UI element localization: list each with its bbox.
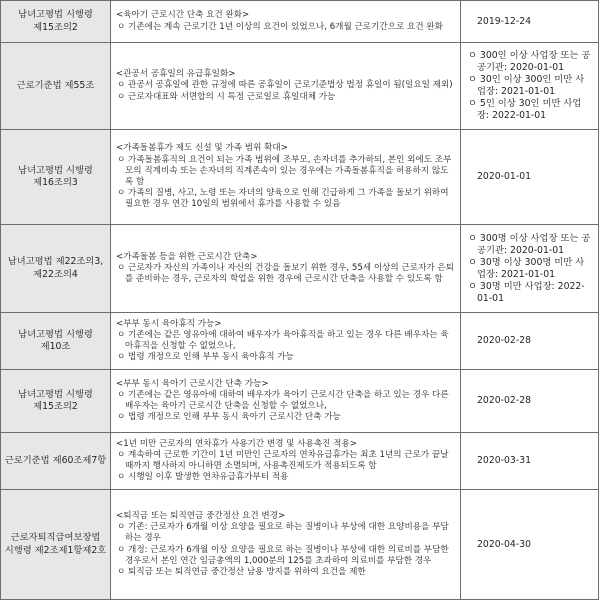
description-item: ㅇ 법령 개정으로 인해 부부 동시 육아휴직 가능 — [117, 352, 294, 363]
description-item: ㅇ 근로자가 자신의 가족이나 자신의 건강을 돌보기 위한 경우, 55세 이상의 근로자가 은퇴를 준비하는 경우, 근로자의 학업을 위한 경우에 근로시간 단축을 사용할 수 있도록 함 — [117, 262, 455, 285]
effective-date-cell — [461, 130, 599, 225]
effective-date: 2020-02-28 — [477, 335, 532, 346]
description-item: ㅇ 개정: 근로자가 6개월 이상 요양을 필요로 하는 질병이나 부상에 대한 의료비를 부담한 경우로서 본인 연간 임금총액의 1,000분의 125를 초과하여 의료비를 부담한 경우 — [117, 544, 449, 566]
row-heading: <육아기 근로시간 단축 요건 완화> — [116, 10, 250, 21]
effective-date-cell — [461, 490, 599, 600]
description-item: ㅇ 기존에는 계속 근로기간 1년 이상의 요건이 있었으나, 6개월 근로기간으로 요건 완화 — [117, 21, 443, 32]
effective-date: 2020-02-28 — [477, 395, 532, 406]
table-row — [1, 130, 599, 225]
law-name-cell: 남녀고평법 시행령 제15조의2 — [1, 1, 111, 43]
effective-date-line: ㅇ 5인 이상 30인 미만 사업장: 2022-01-01 — [468, 98, 582, 121]
law-name-cell: 남녀고평법 제22조의3, 제22조의4 — [1, 225, 111, 313]
table-row — [1, 43, 599, 130]
table-row — [1, 313, 599, 370]
description-cell — [111, 370, 461, 433]
description-cell — [111, 225, 461, 313]
effective-date-cell — [461, 43, 599, 130]
description-cell — [111, 130, 461, 225]
row-heading: <가족돌봄 등을 위한 근로시간 단축> — [116, 251, 258, 262]
effective-date-line: ㅇ 30명 미만 사업장: 2022-01-01 — [468, 280, 585, 304]
effective-date-cell — [461, 313, 599, 370]
law-name-cell: 남녀고평법 시행령 제10조 — [1, 313, 111, 370]
description-item: ㅇ 가족돌봄휴직의 요건이 되는 가족 범위에 조부모, 손자녀를 추가하되, 본인 외에도 조부모의 직계비속 또는 손자녀의 직계존속이 있는 경우에는 가족돌봄휴직을 허용하지 않도록 함 — [117, 154, 452, 187]
row-heading: <퇴직금 또는 퇴직연금 중간정산 요건 변경> — [116, 510, 286, 521]
effective-date-line: ㅇ 30인 이상 300인 미만 사업장: 2021-01-01 — [468, 74, 585, 97]
effective-date-cell — [461, 370, 599, 433]
effective-date-line: ㅇ 30명 이상 300명 미만 사업장: 2021-01-01 — [468, 256, 585, 280]
description-cell — [111, 433, 461, 490]
table-row — [1, 225, 599, 313]
law-name-cell: 근로자퇴직급여보장법 시행령 제2조제1항제2호 — [1, 490, 111, 600]
law-name-cell: 남녀고평법 시행령 제16조의3 — [1, 130, 111, 225]
table-row — [1, 370, 599, 433]
effective-date: 2019-12-24 — [477, 15, 532, 27]
table-row — [1, 433, 599, 490]
effective-date: 2020-01-01 — [477, 171, 532, 182]
row-heading: <관공서 공휴일의 유급휴일화> — [116, 69, 236, 80]
table-row — [1, 490, 599, 600]
table-row — [1, 1, 599, 43]
description-cell — [111, 313, 461, 370]
description-item: ㅇ 기존에는 같은 영유아에 대하여 배우자가 육아휴직을 하고 있는 경우 다른 배우자는 육아휴직을 신청할 수 없었으나, — [117, 329, 449, 351]
law-name-cell: 근로기준법 제55조 — [1, 43, 111, 130]
description-cell — [111, 490, 461, 600]
effective-date-cell — [461, 225, 599, 313]
description-item: ㅇ 계속하여 근로한 기간이 1년 미만인 근로자의 연차유급휴가는 최초 1년의 근로가 끝날 때까지 행사하지 아니하면 소멸되며, 사용촉진제도가 적용되도록 함 — [117, 449, 449, 471]
effective-date-cell — [461, 433, 599, 490]
description-cell — [111, 43, 461, 130]
description-item: ㅇ 시행일 이후 발생한 연차유급휴가부터 적용 — [117, 472, 289, 483]
description-item: ㅇ 가족의 질병, 사고, 노령 또는 자녀의 양육으로 인해 긴급하게 그 가족을 돌보기 위하여 필요한 경우 연간 10일의 범위에서 휴가를 사용할 수 있음 — [117, 188, 449, 210]
effective-date-line: ㅇ 300인 이상 사업장 또는 공공기관: 2020-01-01 — [468, 50, 591, 73]
effective-date-line: ㅇ 300명 이상 사업장 또는 공공기관: 2020-01-01 — [468, 232, 591, 256]
effective-date: 2020-03-31 — [477, 455, 532, 466]
effective-date-cell — [461, 1, 599, 43]
description-item: ㅇ 근로자대표와 서면합의 시 특정 근로일로 휴일대체 가능 — [117, 91, 336, 102]
description-item: ㅇ 법령 개정으로 인해 부부 동시 육아기 근로시간 단축 가능 — [117, 412, 341, 423]
row-heading: <부부 동시 육아기 근로시간 단축 가능> — [116, 378, 269, 389]
row-heading: <부부 동시 육아휴직 가능> — [116, 318, 222, 329]
description-item: ㅇ 기존에는 같은 영유아에 대하여 배우자가 육아기 근로시간 단축을 하고 있는 경우 다른 배우자는 육아기 근로시간 단축을 신청할 수 없었으나, — [117, 389, 449, 411]
row-heading: <가족돌봄휴가 제도 신설 및 가족 범위 확대> — [116, 143, 288, 154]
description-item: ㅇ 퇴직금 또는 퇴직연금 중간정산 남용 방지를 위하여 요건을 제한 — [117, 566, 366, 577]
description-item: ㅇ 관공서 공휴일에 관한 규정에 따른 공휴일이 근로기준법상 법정 휴일이 됨(일요일 제외) — [117, 80, 453, 91]
law-name-cell: 남녀고평법 시행령 제15조의2 — [1, 370, 111, 433]
effective-date: 2020-04-30 — [477, 538, 532, 550]
row-heading: <1년 미만 근로자의 연차휴가 사용기간 변경 및 사용촉진 적용> — [116, 438, 357, 449]
law-name-cell: 근로기준법 제60조제7항 — [1, 433, 111, 490]
description-item: ㅇ 기존: 근로자가 6개월 이상 요양을 필요로 하는 질병이나 부상에 대한 요양비용을 부담하는 경우 — [117, 522, 449, 544]
description-cell — [111, 1, 461, 43]
